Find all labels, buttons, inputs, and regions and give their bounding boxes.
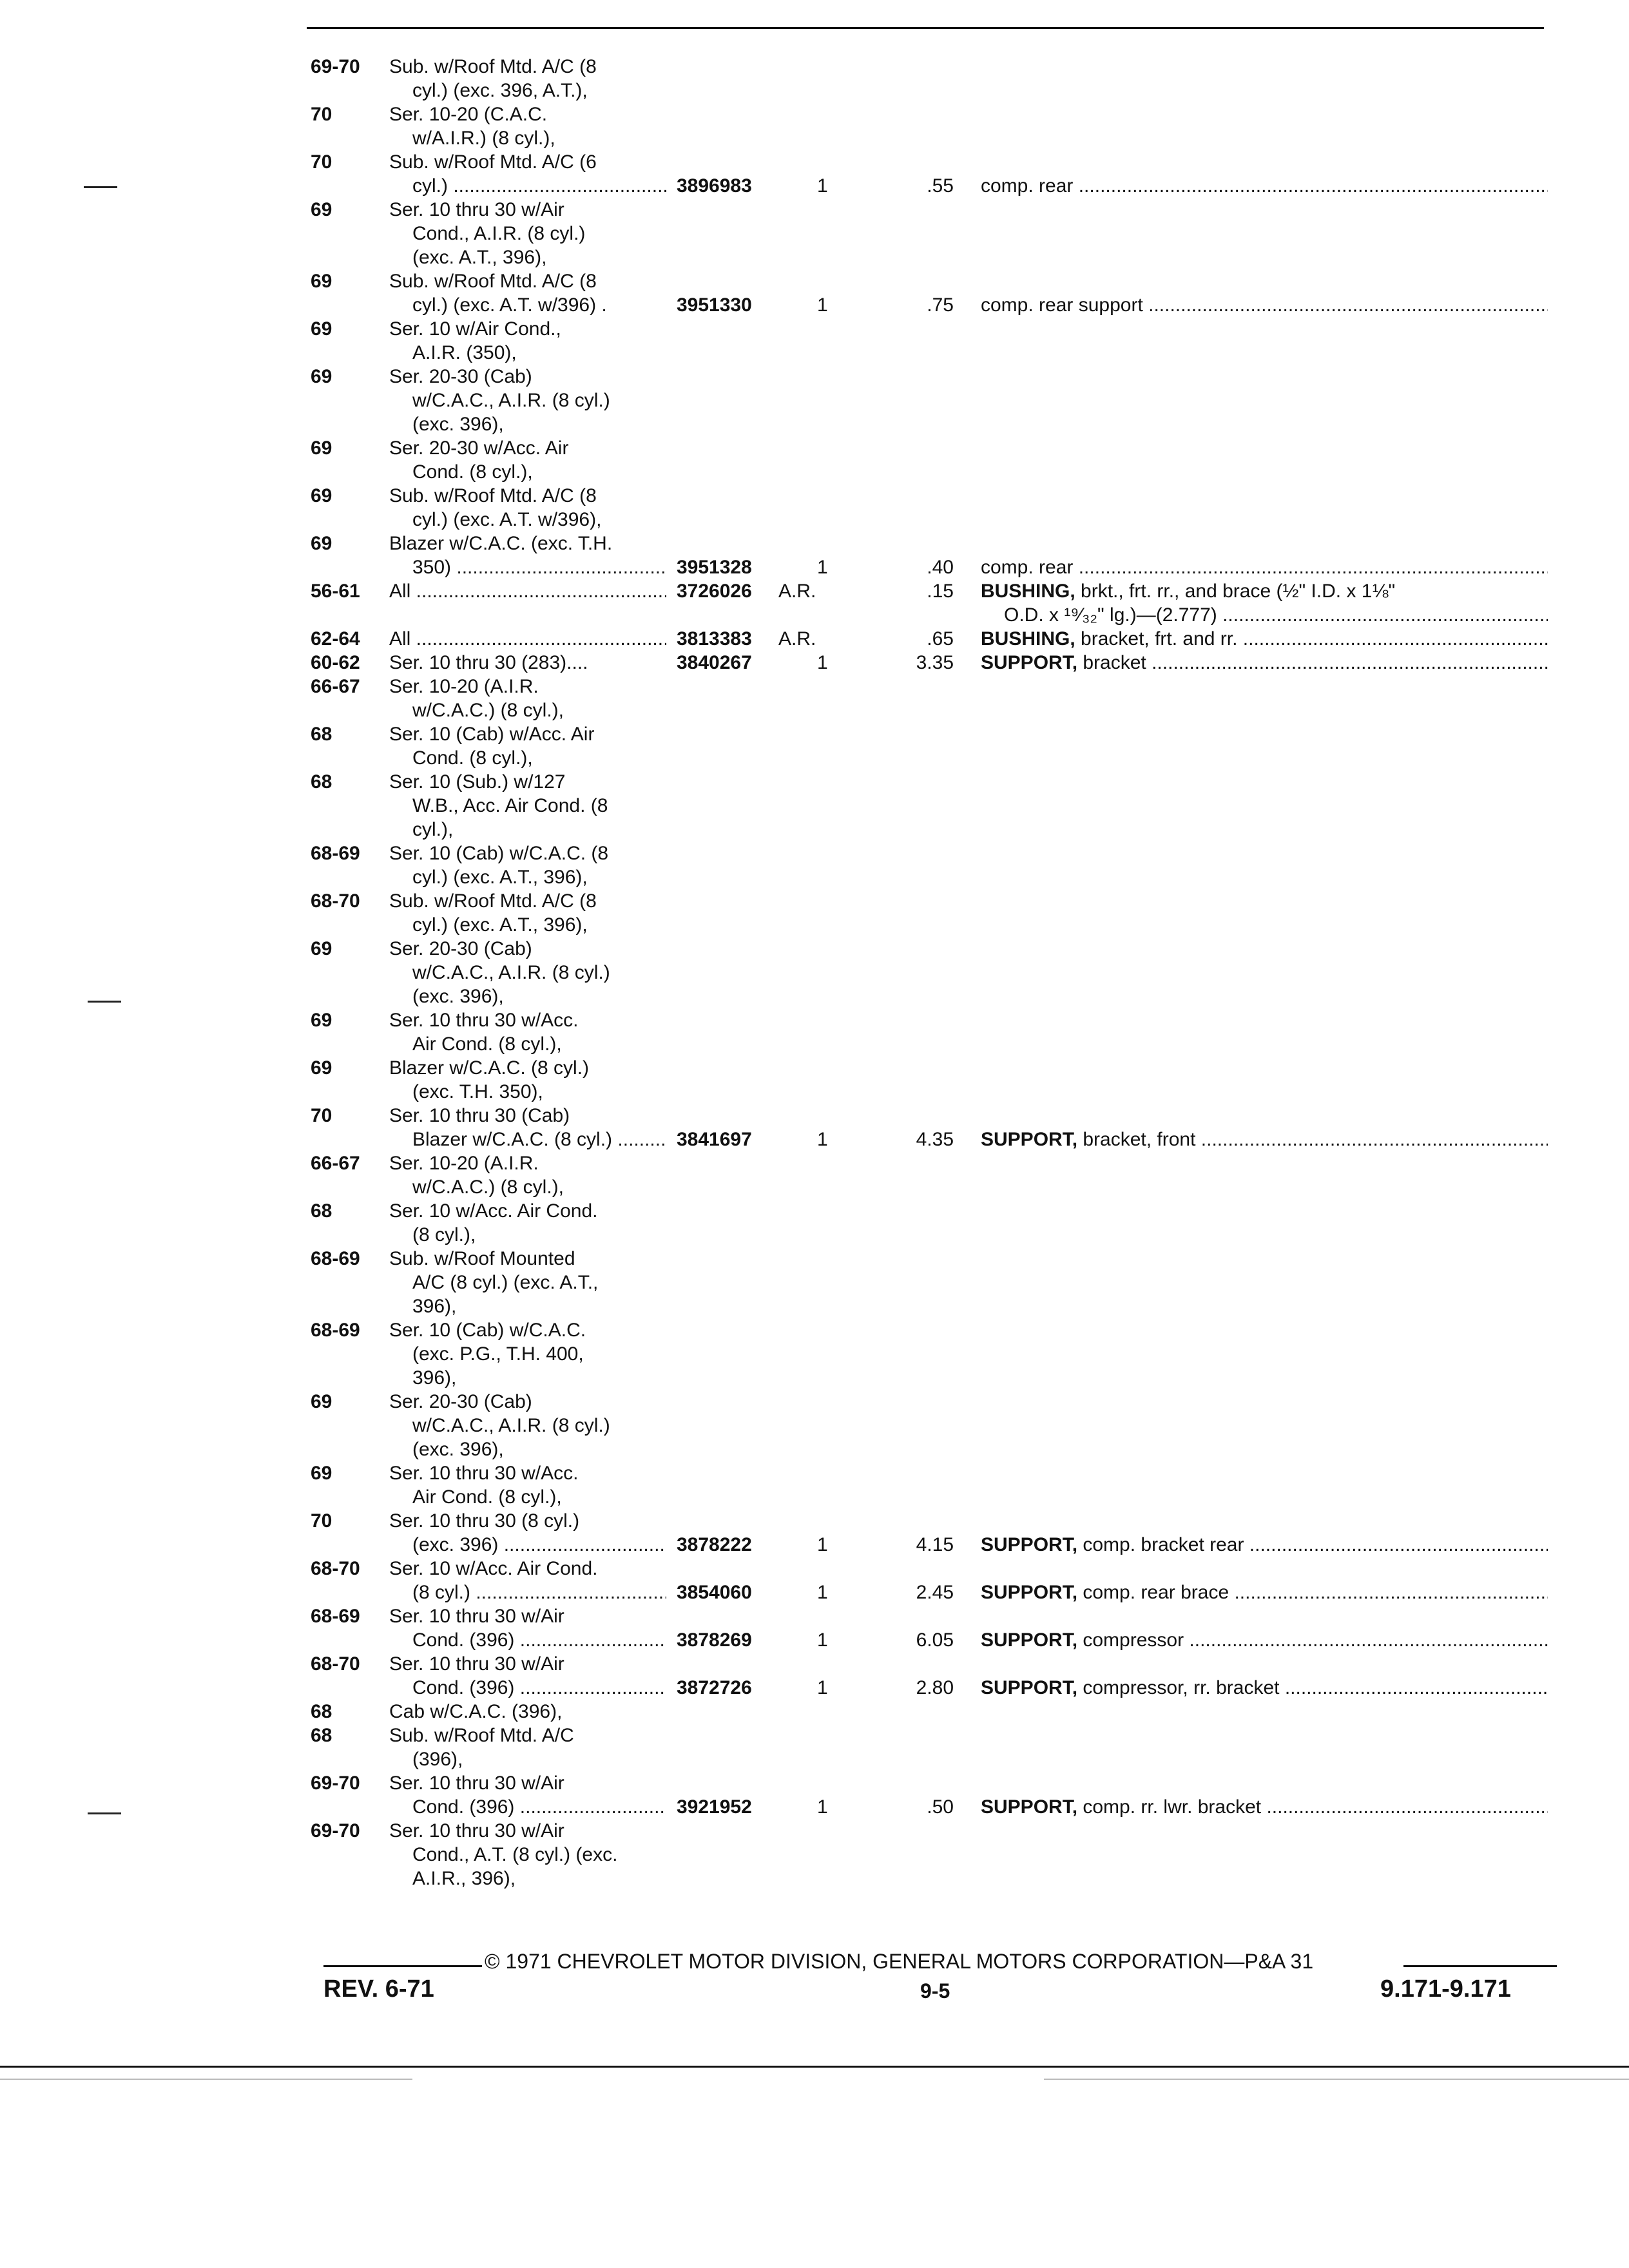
model-year: 70 [311,1510,333,1532]
description [981,174,1548,198]
description-line [981,579,1548,603]
quantity: 1 [817,175,828,197]
model-year: 68-70 [311,1653,360,1675]
part-name: BUSHING, [981,581,1075,602]
model-year: 62-64 [311,628,360,649]
model-year: 69 [311,271,333,292]
application-line: (exc. 396), [412,1439,504,1460]
application-line: Ser. 20-30 w/Acc. Air [389,437,569,459]
application-line: (exc. A.T., 396), [412,247,547,268]
application-line: cyl.) (exc. A.T., 396), [412,914,588,936]
application-line: Sub. w/Roof Mtd. A/C [389,1725,574,1746]
application-line: Cond., A.T. (8 cyl.) (exc. [412,1844,618,1865]
model-year: 70 [311,104,333,125]
part-number: 3813383 [677,628,752,649]
model-year: 69 [311,533,333,554]
application-line: Ser. 10 thru 30 w/Air [389,1606,564,1627]
quantity: 1 [817,1582,828,1603]
description-text: compressor [1083,1629,1184,1651]
application [389,1461,666,1509]
description [981,579,1548,627]
description-line [981,1795,1548,1819]
part-name: SUPPORT, [981,1796,1078,1818]
part-number: 3840267 [677,652,752,673]
application-line: Ser. 10 thru 30 w/Air [389,1820,564,1841]
application-line: Cond. (396) ..... [389,1795,666,1819]
description-line [981,1533,1548,1557]
application-line: Cab w/C.A.C. (396), [389,1701,563,1722]
application-line: W.B., Acc. Air Cond. (8 [412,795,608,816]
application [389,150,666,198]
application-line: Sub. w/Roof Mounted [389,1248,575,1269]
application [389,651,666,675]
description-text: compressor, rr. bracket [1083,1677,1280,1698]
application [389,579,666,603]
model-year: 68 [311,1701,333,1722]
application-line: Ser. 10 w/Acc. Air Cond. [389,1558,598,1579]
application-line: cyl.), [412,819,454,840]
model-year: 68-69 [311,1320,360,1341]
application-line: Sub. w/Roof Mtd. A/C (8 [389,485,597,506]
description-text: comp. rear [981,175,1074,197]
model-year: 70 [311,151,333,173]
price: 4.15 [916,1534,954,1555]
application-line: All ..... [389,579,666,603]
description-line [981,1581,1548,1604]
description-continuation: O.D. x ¹⁹⁄₃₂" lg.)—(2.777) ..... [981,603,1548,627]
description-text: comp. rear support [981,294,1143,316]
application-line: cyl.) (exc. A.T., 396), [412,867,588,888]
application-line: cyl.) (exc. 396, A.T.), [412,80,588,101]
application-line: (8 cyl.), [412,1224,476,1245]
application-line: Ser. 10 w/Acc. Air Cond. [389,1200,598,1222]
price: .65 [927,628,954,649]
application [389,436,666,484]
application-line: (exc. 396), [412,986,504,1007]
application [389,1557,666,1604]
model-year: 69 [311,437,333,459]
part-number: 3878222 [677,1534,752,1555]
description-line [981,1128,1548,1151]
application-line: Ser. 10 (Sub.) w/127 [389,771,566,793]
description-line [981,293,1548,317]
model-year: 69 [311,366,333,387]
application [389,1056,666,1104]
price: 2.45 [916,1582,954,1603]
description [981,293,1548,317]
description-line [981,555,1548,579]
application [389,1318,666,1390]
price: 2.80 [916,1677,954,1698]
description-line [981,174,1548,198]
description-text: bracket, front [1083,1129,1196,1150]
quantity: 1 [817,1677,828,1698]
model-year: 69-70 [311,56,360,77]
application-line: w/C.A.C., A.I.R. (8 cyl.) [412,962,610,983]
price: .40 [927,557,954,578]
section-number: 9.171-9.171 [1380,1975,1511,2003]
application-line: Ser. 10 thru 30 (8 cyl.) [389,1510,580,1532]
application-line: w/C.A.C.) (8 cyl.), [412,700,564,721]
bottom-rule [0,2066,1629,2068]
application-line: Cond. (8 cyl.), [412,461,533,483]
quantity: 1 [817,1629,828,1651]
model-year: 69 [311,1463,333,1484]
model-year: 68 [311,1200,333,1222]
description [981,627,1548,651]
application-line: Ser. 10 thru 30 w/Acc. [389,1010,579,1031]
description [981,1676,1548,1700]
application [389,1771,666,1819]
application-line: All ..... [389,627,666,651]
model-year: 56-61 [311,581,360,602]
model-year: 69 [311,938,333,959]
application-line: Cond. (396) ..... [389,1628,666,1652]
description-text: brkt., frt. rr., and brace (½" I.D. x 1⅛" [1081,581,1396,602]
application [389,55,666,102]
part-number: 3841697 [677,1129,752,1150]
model-year: 68-70 [311,890,360,912]
application [389,722,666,770]
model-year: 68 [311,771,333,793]
model-year: 66-67 [311,1153,360,1174]
application-line: Sub. w/Roof Mtd. A/C (8 [389,890,597,912]
application-line: (exc. 396), [412,414,504,435]
description-text: comp. rear brace [1083,1582,1229,1603]
model-year: 69 [311,1391,333,1412]
model-year: 69-70 [311,1773,360,1794]
application-line: Ser. 10 (Cab) w/C.A.C. (8 [389,843,609,864]
model-year: 68-69 [311,843,360,864]
part-name: SUPPORT, [981,1677,1078,1698]
price: 3.35 [916,652,954,673]
price: .55 [927,175,954,197]
application [389,1199,666,1247]
application-line: (396), [412,1749,463,1770]
application-line: Ser. 10 thru 30 (283).... [389,652,588,673]
application-line: Ser. 20-30 (Cab) [389,1391,532,1412]
quantity: 1 [817,1129,828,1150]
description-text: bracket, frt. and rr. [1081,628,1238,649]
application-line: 350) ..... [389,555,666,579]
part-number: 3854060 [677,1582,752,1603]
application-line: Ser. 10-20 (A.I.R. [389,676,539,697]
price: 6.05 [916,1629,954,1651]
application-line: Ser. 10-20 (A.I.R. [389,1153,539,1174]
part-number: 3951330 [677,294,752,316]
application-line: Ser. 10-20 (C.A.C. [389,104,548,125]
part-name: SUPPORT, [981,1582,1078,1603]
application-line: w/A.I.R.) (8 cyl.), [412,128,555,149]
application-line: Cond. (8 cyl.), [412,747,533,769]
application [389,1509,666,1557]
application [389,1652,666,1700]
model-year: 66-67 [311,676,360,697]
model-year: 68-69 [311,1248,360,1269]
application-line: Air Cond. (8 cyl.), [412,1486,562,1508]
description-text: comp. bracket rear [1083,1534,1244,1555]
part-number: 3951328 [677,557,752,578]
description [981,1581,1548,1604]
description-line [981,1676,1548,1700]
application-line: Ser. 20-30 (Cab) [389,938,532,959]
price: .15 [927,581,954,602]
model-year: 69 [311,318,333,340]
application-line: Ser. 10 (Cab) w/C.A.C. [389,1320,586,1341]
part-name: SUPPORT, [981,1629,1078,1651]
description-text: bracket [1083,652,1146,673]
part-number: 3921952 [677,1796,752,1818]
application-line: w/C.A.C.) (8 cyl.), [412,1177,564,1198]
application [389,1819,666,1890]
model-year: 68 [311,1725,333,1746]
quantity: 1 [817,294,828,316]
application-line: Blazer w/C.A.C. (exc. T.H. [389,533,613,554]
page-number: 9-5 [920,1979,950,2003]
application [389,484,666,532]
application-line: cyl.) (exc. A.T. w/396) . [412,294,607,316]
quantity: 1 [817,1796,828,1818]
copyright-line: © 1971 CHEVROLET MOTOR DIVISION, GENERAL MOTORS CORPORATION—P&A 31 [485,1950,1314,1973]
price: .75 [927,294,954,316]
application-line: cyl.) (exc. A.T. w/396), [412,509,602,530]
application-line: Ser. 10 thru 30 w/Air [389,1653,564,1675]
quantity: 1 [817,652,828,673]
footer-rule-right [1403,1965,1557,1967]
application [389,102,666,150]
application [389,1247,666,1318]
quantity: A.R. [778,581,816,602]
description-text: comp. rear [981,557,1074,578]
application-line: Cond., A.I.R. (8 cyl.) [412,223,586,244]
model-year: 69-70 [311,1820,360,1841]
revision-label: REV. 6-71 [323,1975,434,2003]
price: .50 [927,1796,954,1818]
application [389,889,666,937]
application-line: 396), [412,1367,457,1389]
quantity: 1 [817,1534,828,1555]
model-year: 68-70 [311,1558,360,1579]
model-year: 69 [311,1010,333,1031]
scan-line [0,2079,412,2080]
application [389,770,666,841]
part-number: 3726026 [677,581,752,602]
application-line: A.I.R. (350), [412,342,517,363]
application-line: (exc. T.H. 350), [412,1081,543,1102]
application-line: Air Cond. (8 cyl.), [412,1033,562,1055]
top-rule [307,27,1544,29]
part-name: BUSHING, [981,628,1075,649]
application-line: Ser. 10 thru 30 w/Acc. [389,1463,579,1484]
application-line: A/C (8 cyl.) (exc. A.T., [412,1272,599,1293]
model-year: 60-62 [311,652,360,673]
application-line: Sub. w/Roof Mtd. A/C (6 [389,151,597,173]
description-line [981,651,1548,675]
model-year: 69 [311,1057,333,1079]
model-year: 69 [311,485,333,506]
application-line: Blazer w/C.A.C. (8 cyl.) [389,1057,590,1079]
scan-line [1044,2079,1629,2080]
application [389,532,666,579]
application [389,1700,666,1724]
application-line: (exc. 396) ..... [389,1533,666,1557]
application-line: Blazer w/C.A.C. (8 cyl.) ..... [389,1128,666,1151]
application-line: 396), [412,1296,457,1317]
application [389,317,666,365]
application-line: A.I.R., 396), [412,1868,516,1889]
part-number: 3896983 [677,175,752,197]
application-line: Ser. 10 (Cab) w/Acc. Air [389,724,595,745]
model-year: 68 [311,724,333,745]
application [389,1104,666,1151]
part-number: 3878269 [677,1629,752,1651]
part-name: SUPPORT, [981,1129,1078,1150]
model-year: 68-69 [311,1606,360,1627]
application-line: Sub. w/Roof Mtd. A/C (8 [389,271,597,292]
price: 4.35 [916,1129,954,1150]
footer-rule-left [323,1965,482,1967]
application [389,1151,666,1199]
application [389,1604,666,1652]
description-text: comp. rr. lwr. bracket [1083,1796,1262,1818]
application-line: (exc. P.G., T.H. 400, [412,1343,584,1365]
application [389,841,666,889]
description [981,1628,1548,1652]
model-year: 69 [311,199,333,220]
application-line: Ser. 10 thru 30 (Cab) [389,1105,570,1126]
application-line: Cond. (396) ..... [389,1676,666,1700]
application-line: (8 cyl.) ..... [389,1581,666,1604]
application-line: w/C.A.C., A.I.R. (8 cyl.) [412,390,610,411]
model-year: 70 [311,1105,333,1126]
application [389,1008,666,1056]
description [981,651,1548,675]
description-line [981,1628,1548,1652]
application [389,627,666,651]
part-name: SUPPORT, [981,1534,1078,1555]
description [981,1533,1548,1557]
application [389,198,666,269]
description-line [981,627,1548,651]
application [389,1724,666,1771]
application-line: w/C.A.C., A.I.R. (8 cyl.) [412,1415,610,1436]
application-line: Sub. w/Roof Mtd. A/C (8 [389,56,597,77]
application [389,937,666,1008]
application [389,675,666,722]
description [981,1795,1548,1819]
margin-mark [88,1812,121,1814]
application-line: Ser. 10 thru 30 w/Air [389,1773,564,1794]
description [981,555,1548,579]
quantity: 1 [817,557,828,578]
quantity: A.R. [778,628,816,649]
margin-mark [84,186,117,188]
application-line: Ser. 10 w/Air Cond., [389,318,561,340]
application-line: Ser. 10 thru 30 w/Air [389,199,564,220]
application-line: cyl.) ..... [389,174,666,198]
application [389,365,666,436]
margin-mark [88,1001,121,1003]
part-name: SUPPORT, [981,652,1078,673]
part-number: 3872726 [677,1677,752,1698]
application [389,1390,666,1461]
application [389,269,666,317]
description [981,1128,1548,1151]
application-line: Ser. 20-30 (Cab) [389,366,532,387]
